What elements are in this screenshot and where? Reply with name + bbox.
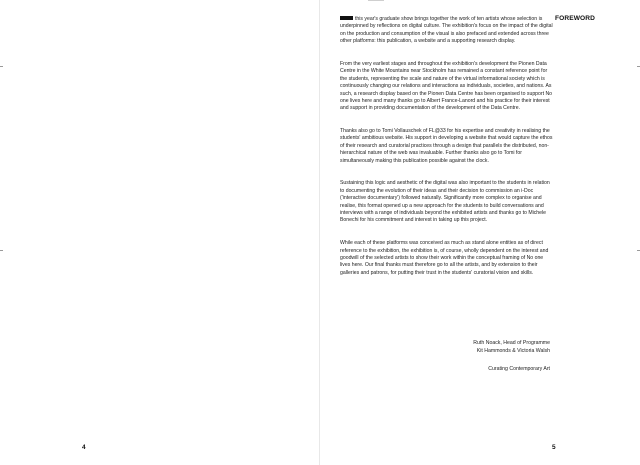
section-label: FOREWORD [555,15,595,22]
paragraph-5: While each of these platforms was conceived as much as stand alone entities as of direct reference to the exhibition, the exhibition is, of course, wholly dependent on the interest and goodwill of the selected artists to show their work within the conceptual framing of No one lives here. Our final thanks must therefore go to all the artists, and by extension to their galleries and patrons, for putting their trust in the students' curatorial vision and skills. [340,240,549,276]
paragraph-4: Sustaining this logic and aesthetic of the digital was also important to the students in relation to documenting the evolution of their ideas and their decision to commission an i-Doc ('interactive documentary') followed naturally. Significantly more complex to organise and realise, this format opened up a new approach for the students to build conversations and interviews with a range of individuals beyond the exhibited artists and thanks go to Michele Bonechi for his commitment and interest in taking up this project. [340,180,550,224]
paragraph-text: this year's graduate show brings together the work of ten artists whose selection is underpinned by reflections on digital culture. The exhibition's focus on the impact of the digital on the production and consumption of the visual is also prefaced and extended across three other platforms: this publication, a website and a supporting research display. [340,16,553,45]
signature-line: Kit Hammonds & Victoria Walsh [476,348,550,354]
paragraph-1 [340,16,554,46]
black-bar-marker [340,16,353,20]
signature-affiliation: Curating Contemporary Art [488,366,550,372]
left-edge-mark [0,66,3,67]
left-edge-mark [0,250,3,251]
page-gutter [319,0,320,465]
signature-line: Ruth Noack, Head of Programme [473,340,550,346]
right-page-number: 5 [552,444,556,451]
left-page-number: 4 [82,444,86,451]
paragraph-2: From the very earliest stages and throughout the exhibition's development the Pionen Data Centre in the White Mountains near Stockholm has remained a constant reference point for the students, representing the scale and nature of the virtual informational society which is continuously changing our relations and interactions as individuals, societies, and nations. As such, a research display based on the Pionen Data Centre has been organised to support No one lives here and many thanks go to Albert France-Lanord and his practice for their interest and support in providing documentation of the development of the Data Centre. [340,60,553,112]
paragraph-3: Thanks also go to Tomi Vollauschek of FL@33 for his expertise and creativity in realising the students' ambitious website. His support in developing a website that would capture the ethos of their research and curatorial practices through a design that parallels the distributed, non-hierarchical nature of the web was invaluable. Further thanks also go to Tomi for simultaneously making this publication possible against the clock. [340,128,553,164]
top-crop-mark [368,0,384,1]
foreword-body [340,16,554,292]
